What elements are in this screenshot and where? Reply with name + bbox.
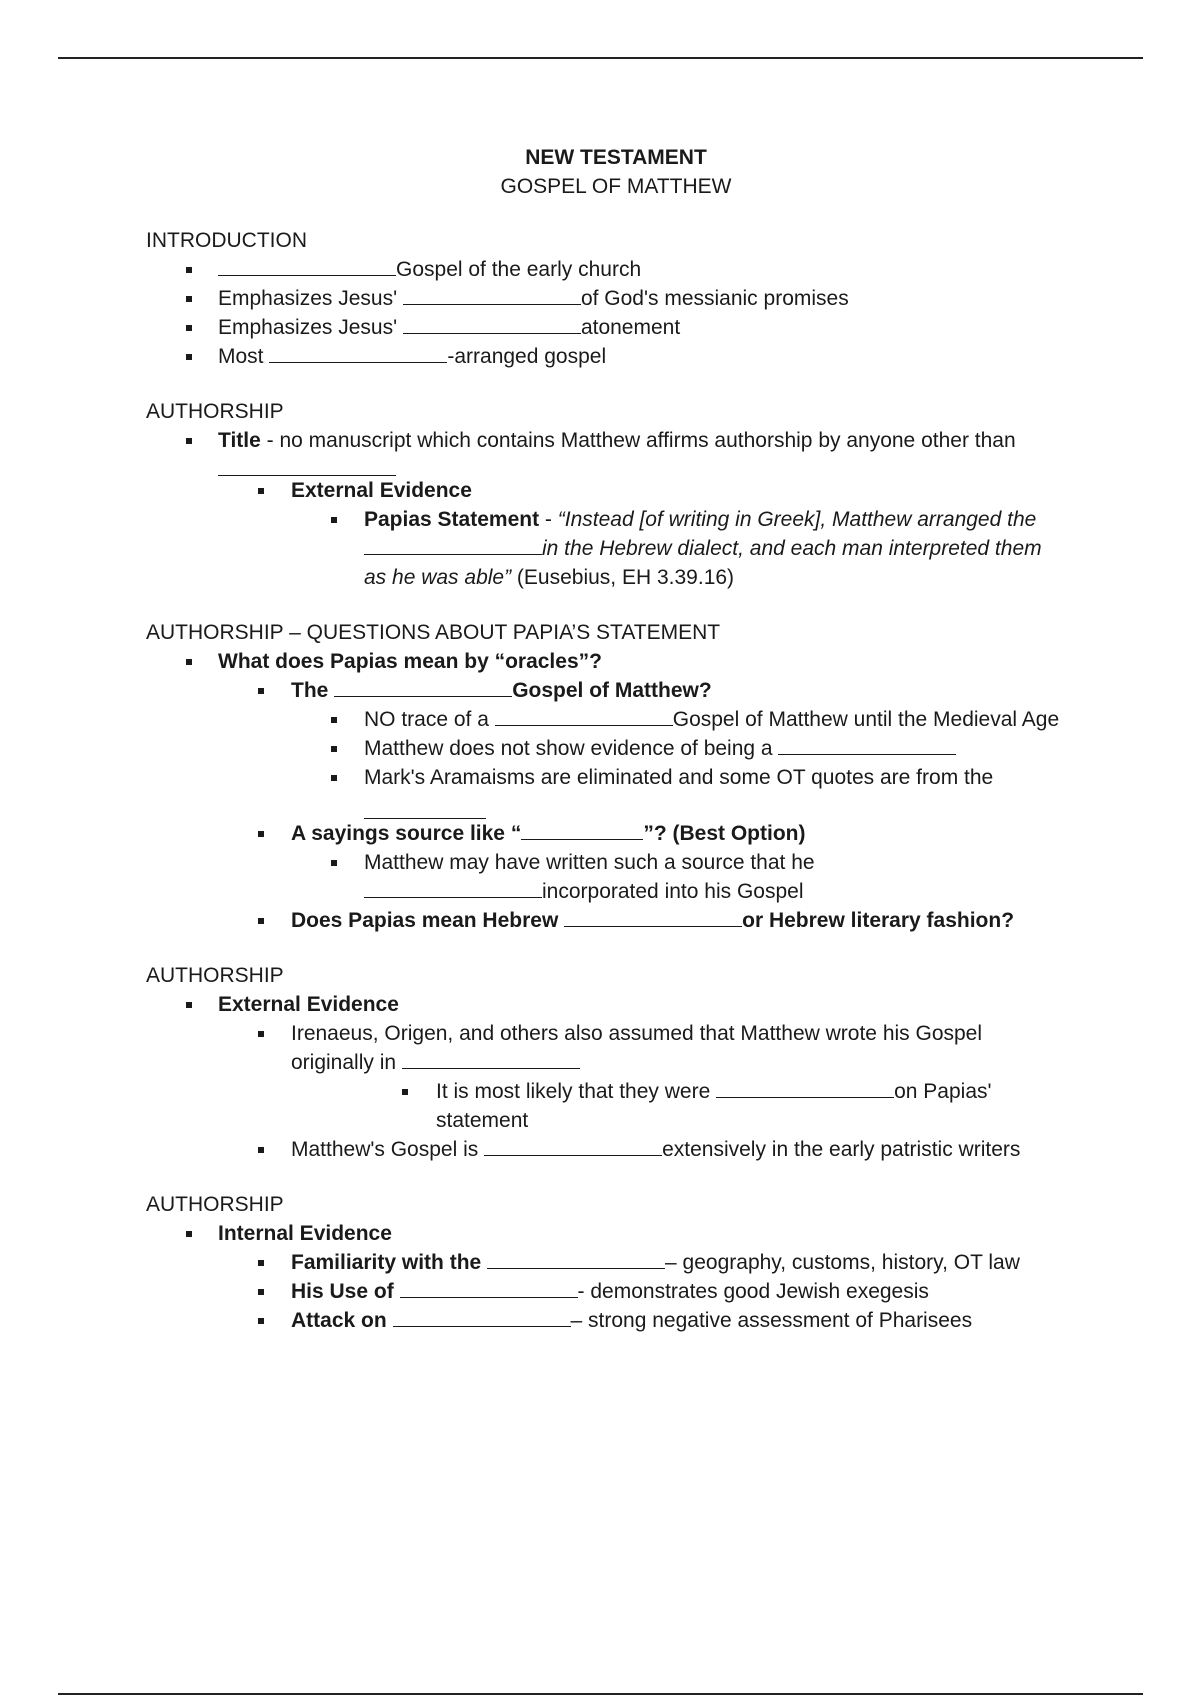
fill-blank	[403, 313, 581, 334]
item-text: – geography, customs, history, OT law	[665, 1251, 1020, 1274]
list-item	[146, 1248, 1086, 1277]
list-item	[146, 1277, 1086, 1306]
item-label: Does Papias mean Hebrew	[291, 909, 559, 932]
top-rule	[58, 57, 1143, 59]
item-text: Matthew's Gospel is	[291, 1138, 479, 1161]
item-text: Emphasizes Jesus'	[218, 287, 398, 310]
list-item	[146, 734, 1086, 763]
list-item	[146, 505, 1086, 592]
list-item	[146, 1306, 1086, 1335]
section-heading: AUTHORSHIP	[146, 964, 284, 987]
list-item	[146, 819, 1086, 848]
item-label: External Evidence	[218, 993, 399, 1016]
item-text: of God's messianic promises	[580, 287, 849, 310]
item-text: -arranged gospel	[447, 345, 607, 368]
list-item	[146, 705, 1086, 734]
document-page	[146, 143, 1086, 1361]
fill-blank	[334, 676, 512, 697]
item-text: -	[539, 508, 558, 531]
fill-blank	[521, 819, 643, 840]
item-text: Irenaeus, Origen, and others also assumed that Matthew wrote his Gospel	[291, 1022, 983, 1045]
list-item	[146, 1135, 1086, 1164]
item-label: Attack on	[291, 1309, 387, 1332]
item-label: A sayings source like “	[291, 822, 522, 845]
external-list	[146, 990, 1086, 1164]
item-text: incorporated into his Gospel	[542, 880, 804, 903]
intro-list	[146, 255, 1086, 371]
bottom-rule	[58, 1693, 1143, 1695]
item-text: atonement	[580, 316, 681, 339]
list-item	[146, 763, 1086, 819]
quote-text: “Instead [of writing in Greek], Matthew arranged the	[557, 508, 1037, 531]
section-internal-evidence	[146, 1190, 1086, 1335]
item-text: on Papias'	[894, 1080, 992, 1103]
fill-blank	[484, 1135, 662, 1156]
item-label: His Use of	[291, 1280, 394, 1303]
list-item	[146, 906, 1086, 935]
list-item	[146, 647, 1086, 676]
item-text: Matthew does not show evidence of being a	[364, 737, 773, 760]
item-text: It is most likely that they were	[436, 1080, 711, 1103]
item-label: or Hebrew literary fashion?	[742, 909, 1015, 932]
fill-blank	[564, 906, 742, 927]
section-introduction	[146, 226, 1086, 371]
fill-blank	[402, 1048, 580, 1069]
section-heading: AUTHORSHIP – QUESTIONS ABOUT PAPIA’S STATEMENT	[146, 621, 721, 644]
list-item	[146, 1077, 1086, 1135]
section-heading: AUTHORSHIP	[146, 1193, 284, 1216]
item-label: The	[291, 679, 329, 702]
item-text: Emphasizes Jesus'	[218, 316, 398, 339]
fill-blank	[269, 342, 447, 363]
fill-blank	[716, 1077, 894, 1098]
item-text: – strong negative assessment of Pharisees	[570, 1309, 973, 1332]
fill-blank	[218, 255, 396, 276]
internal-list	[146, 1219, 1086, 1335]
quote-text: as he was able”	[364, 566, 512, 589]
item-text: - no manuscript which contains Matthew affirms authorship by anyone other than	[260, 429, 1016, 452]
fill-blank	[393, 1306, 571, 1327]
list-item	[146, 426, 1086, 476]
item-text: Gospel of Matthew until the Medieval Age	[672, 708, 1060, 731]
item-label: Internal Evidence	[218, 1222, 392, 1245]
fill-blank	[364, 798, 486, 819]
item-label: External Evidence	[291, 479, 472, 502]
fill-blank	[400, 1277, 578, 1298]
item-label: Familiarity with the	[291, 1251, 482, 1274]
questions-list	[146, 647, 1086, 935]
section-external-evidence	[146, 961, 1086, 1164]
item-text: - demonstrates good Jewish exegesis	[577, 1280, 929, 1303]
item-label: Title	[218, 429, 261, 452]
fill-blank	[778, 734, 956, 755]
fill-blank	[364, 877, 542, 898]
fill-blank	[495, 705, 673, 726]
list-item	[146, 1219, 1086, 1248]
item-label: Papias Statement	[364, 508, 540, 531]
citation: (Eusebius, EH 3.39.16)	[511, 566, 735, 589]
list-item	[146, 342, 1086, 371]
list-item	[146, 848, 1086, 906]
item-label: Gospel of Matthew?	[512, 679, 712, 702]
section-authorship-title	[146, 397, 1086, 592]
item-label: What does Papias mean by “oracles”?	[218, 650, 602, 673]
authorship-list	[146, 426, 1086, 592]
item-text: Most	[218, 345, 264, 368]
item-text: originally in	[291, 1051, 397, 1074]
item-text: Gospel of the early church	[396, 258, 642, 281]
list-item	[146, 476, 1086, 505]
item-text: statement	[436, 1109, 529, 1132]
list-item	[146, 284, 1086, 313]
item-text: Matthew may have written such a source that he	[364, 851, 815, 874]
list-item	[146, 313, 1086, 342]
fill-blank	[364, 534, 542, 555]
document-subtitle: GOSPEL OF MATTHEW	[500, 175, 732, 198]
fill-blank	[403, 284, 581, 305]
list-item	[146, 1019, 1086, 1077]
section-heading: AUTHORSHIP	[146, 400, 284, 423]
section-papias-questions	[146, 618, 1086, 935]
list-item	[146, 255, 1086, 284]
fill-blank	[487, 1248, 665, 1269]
list-item	[146, 676, 1086, 705]
item-text: extensively in the early patristic writers	[662, 1138, 1021, 1161]
item-label: ”? (Best Option)	[643, 822, 806, 845]
section-heading: INTRODUCTION	[146, 229, 307, 252]
document-title: NEW TESTAMENT	[525, 146, 707, 169]
fill-blank	[218, 455, 396, 476]
item-text: NO trace of a	[364, 708, 489, 731]
list-item	[146, 990, 1086, 1019]
quote-text: in the Hebrew dialect, and each man interpreted them	[542, 537, 1042, 560]
item-text: Mark's Aramaisms are eliminated and some OT quotes are from the	[364, 766, 994, 789]
